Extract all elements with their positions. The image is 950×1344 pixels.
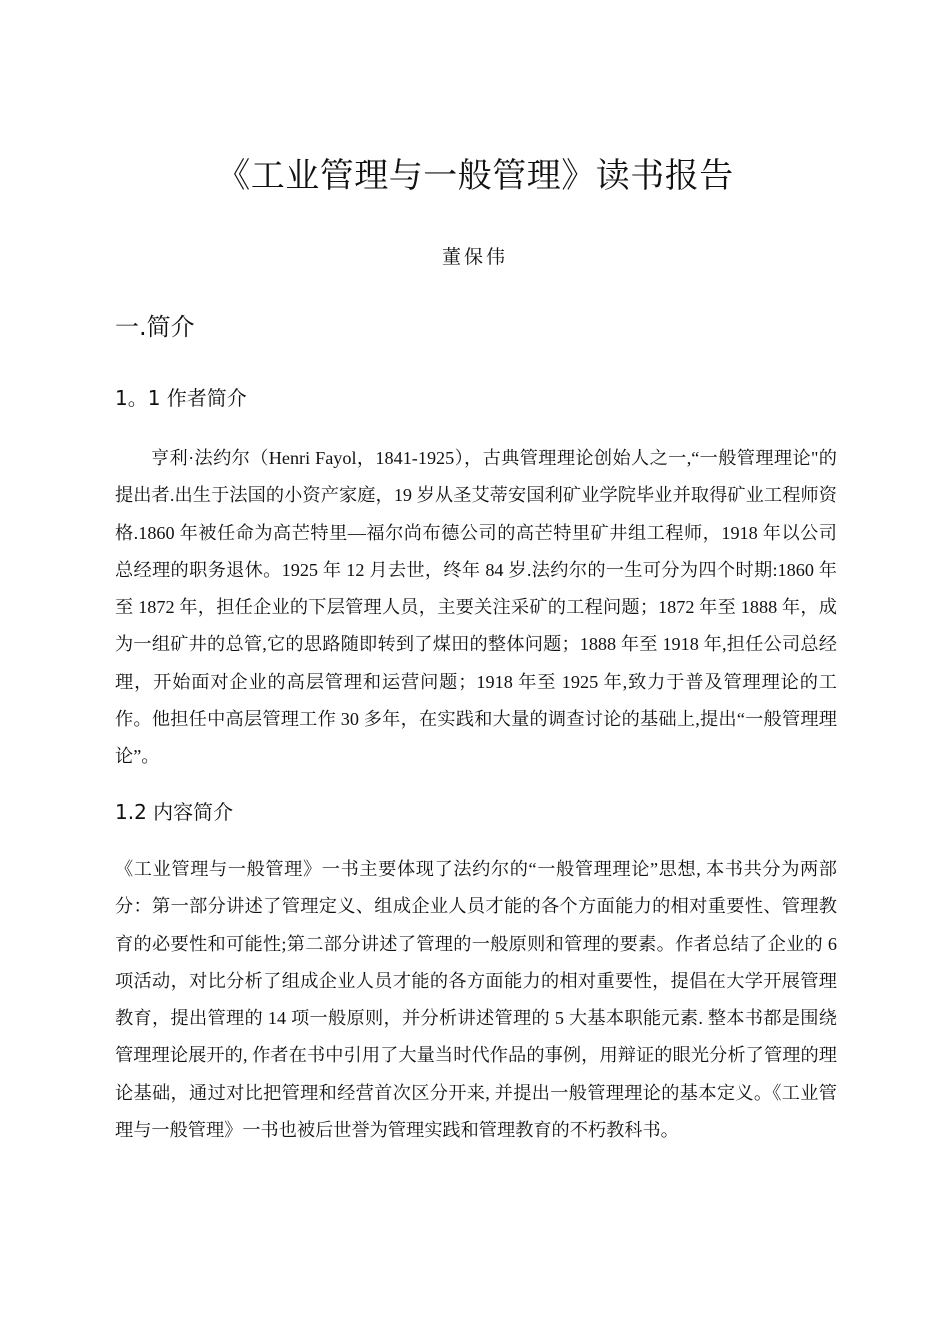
document-author: 董保伟 bbox=[441, 246, 508, 268]
content-intro-paragraph: 《工业管理与一般管理》一书主要体现了法约尔的“一般管理理论”思想, 本书共分为两部分：第一部分讲述了管理定义、组成企业人员才能的各个方面能力的相对重要性、管理教育的必要性和可能性;第二部分讲述了管理的一般原则和管理的要素。作者总结了企业的 6 项活动，对比分析了组成企业人员才能的各方面能力的相对重要性，提倡在大学开展管理教育，提出管理的 14 项一般原则，并分析讲述管理的 5 大基本职能元素. 整本书都是围绕管理理论展开的, 作者在书中引用了大量当时代作品的事例，用辩证的眼光分析了管理的理论基础，通过对比把管理和经营首次区分开来, 并提出一般管理理论的基本定义。《工业管理与一般管理》一书也被后世誉为管理实践和管理教育的不朽教科书。 bbox=[115, 859, 837, 1141]
subsection-heading-content: 1.2 内容简介 bbox=[115, 800, 234, 824]
document-title: 《工业管理与一般管理》读书报告 bbox=[216, 156, 734, 196]
section-heading-intro: 一.简介 bbox=[115, 313, 195, 341]
subsection-heading-author: 1。1 作者简介 bbox=[115, 386, 247, 410]
author-intro-paragraph: 亨利·法约尔（Henri Fayol，1841-1925），古典管理理论创始人之一,“一般管理理论"的提出者.出生于法国的小资产家庭，19 岁从圣艾蒂安国利矿业学院毕业并取得矿业工程师资格.1860 年被任命为高芒特里—福尔尚布德公司的高芒特里矿井组工程师，1918 年以公司总经理的职务退休。1925 年 12 月去世，终年 84 岁.法约尔的一生可分为四个时期:1860 年至 1872 年，担任企业的下层管理人员，主要关注采矿的工程问题；1872 年至 1888 年，成为一组矿井的总管,它的思路随即转到了煤田的整体问题；1888 年至 1918 年,担任公司总经理，开始面对企业的高层管理和运营问题；1918 年至 1925 年,致力于普及管理理论的工作。他担任中高层管理工作 30 多年，在实践和大量的调查讨论的基础上,提出“一般管理理论”。 bbox=[115, 448, 837, 767]
